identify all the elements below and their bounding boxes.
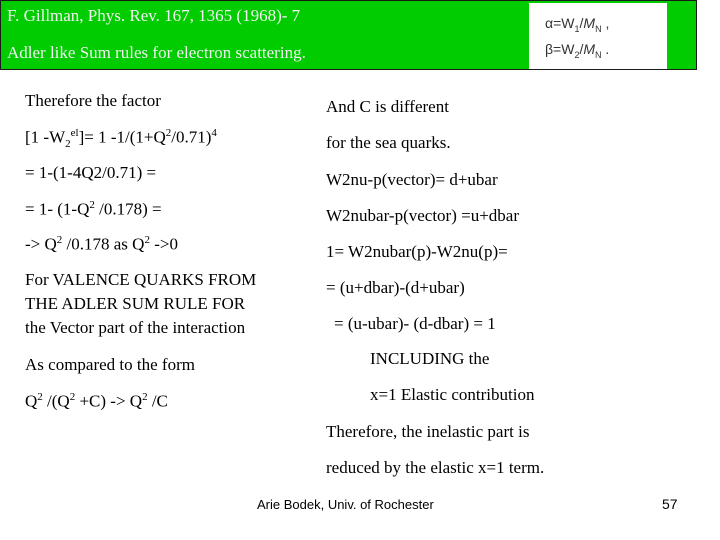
left-line-7: As compared to the form — [25, 355, 195, 374]
right-line-11: reduced by the elastic x=1 term. — [326, 458, 545, 477]
right-line-6: = (u+dbar)-(d+ubar) — [326, 278, 465, 297]
slide-subtitle: Adler like Sum rules for electron scattering. — [7, 43, 306, 62]
left-line-4: = 1- ($1-Q^2$ /0.178) = — [25, 199, 162, 219]
valence-quarks-paragraph: For VALENCE QUARKS FROM THE ADLER SUM RULE FOR the Vector part of the interaction — [25, 270, 257, 337]
left-line-1: Therefore the factor — [25, 91, 161, 110]
alpha-formula: $\alpha=W_1/M_N$ , — [545, 15, 610, 34]
right-line-3: W2nu-p(vector)= d+ubar — [326, 170, 498, 189]
right-line-9: x=1 Elastic contribution — [370, 385, 535, 404]
right-line-10: Therefore, the inelastic part is — [326, 422, 530, 441]
title-banner — [0, 0, 697, 70]
page-number: 57 — [662, 496, 678, 512]
right-line-7: = (u-ubar)- (d-dbar) = 1 — [334, 314, 496, 333]
beta-formula: $\beta=W_2/M_N$ . — [545, 41, 610, 60]
left-line-3: = 1-(1-4Q2/0.71) = — [25, 163, 157, 182]
left-line-8: $Q^2$ $/(Q^2 +C) -> Q^2$ /C — [25, 391, 168, 411]
left-line-2: [1 $-W_2^{el}]= 1$ $-1/(1+Q^2/0.71)^4$ — [25, 127, 217, 151]
right-line-4: W2nubar-p(vector) =u+dbar — [326, 206, 520, 225]
right-line-8: INCLUDING the — [370, 349, 490, 368]
right-line-1: And C is different — [326, 97, 449, 116]
right-line-5: 1= W2nubar(p)-W2nu(p)= — [326, 242, 508, 261]
right-line-2: for the sea quarks. — [326, 133, 451, 152]
left-line-5: -> $Q^2$ /0.178 as $Q^2$ ->0 — [25, 234, 178, 254]
formula-panel — [529, 3, 667, 69]
footer-author: Arie Bodek, Univ. of Rochester — [257, 497, 434, 512]
citation-title: F. Gillman, Phys. Rev. 167, 1365 (1968)- 7 — [7, 6, 301, 25]
